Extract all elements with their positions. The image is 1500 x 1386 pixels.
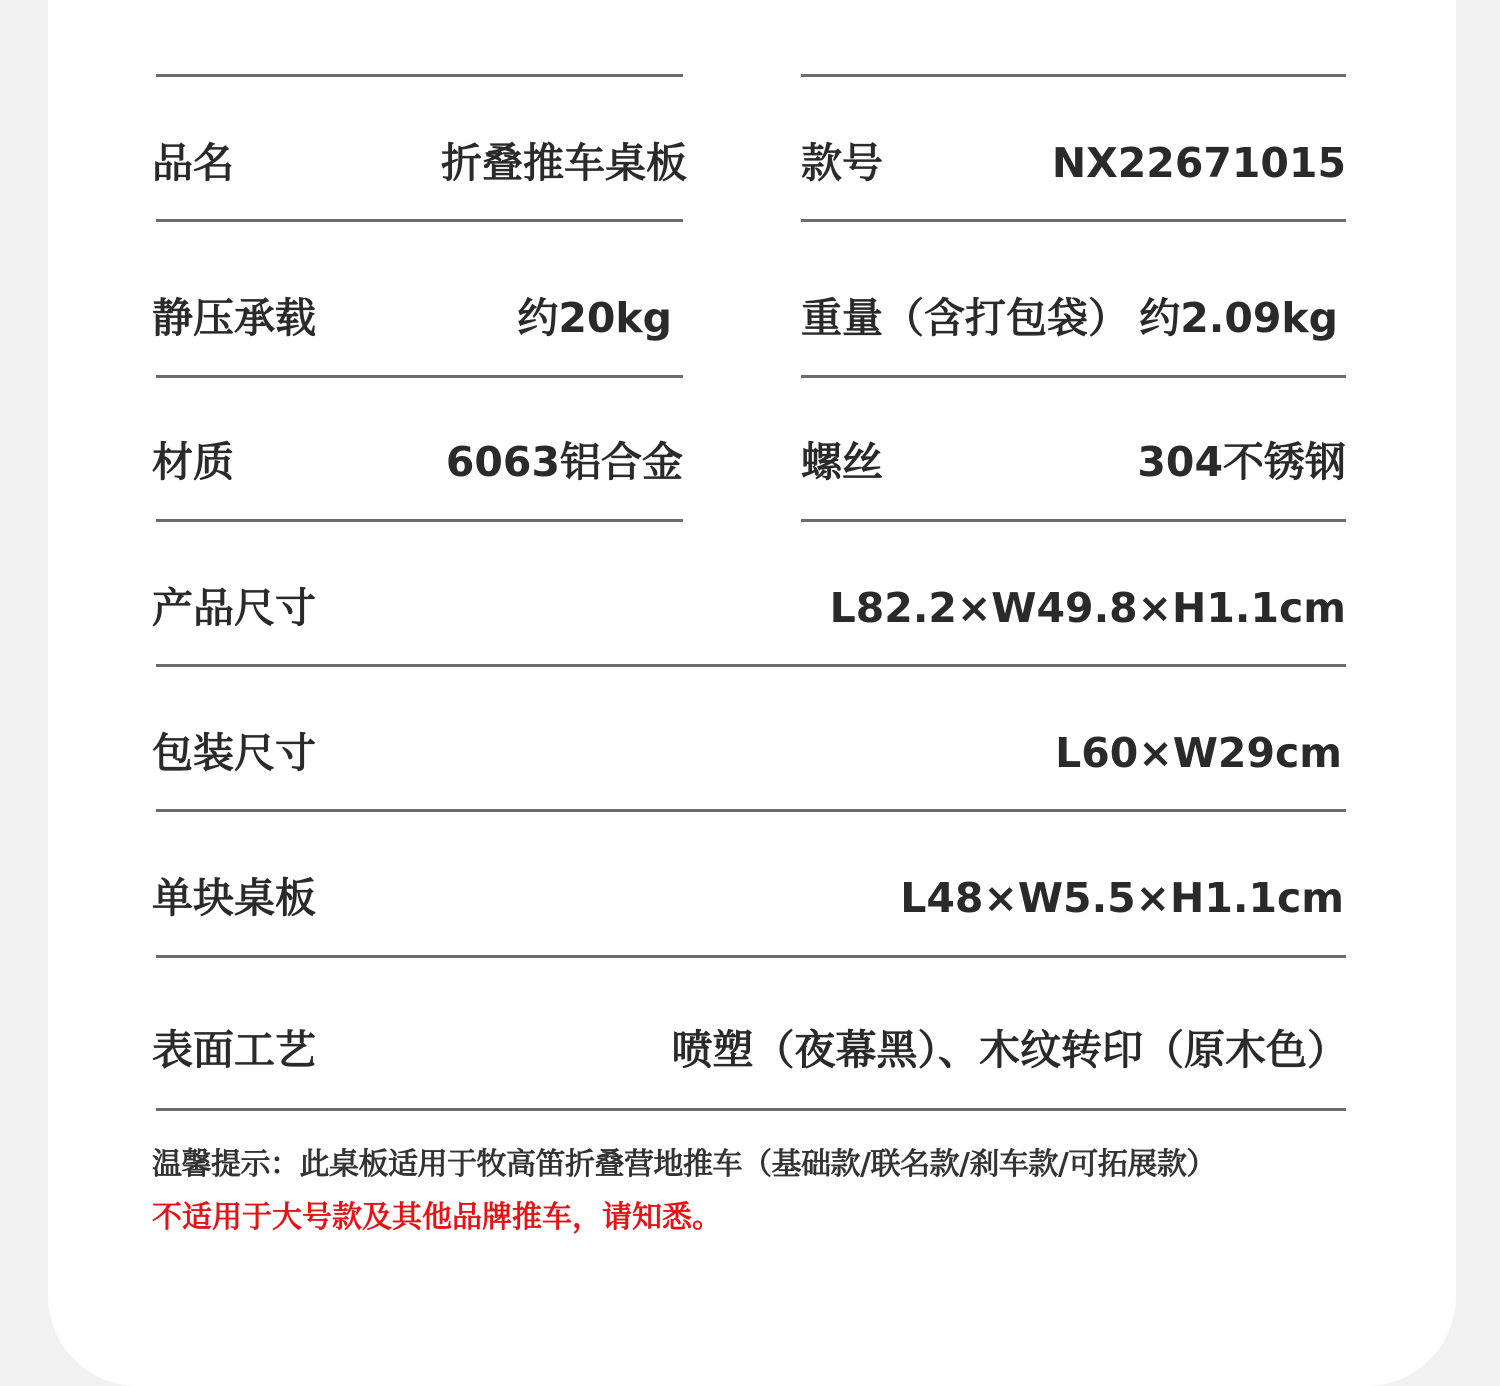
spec-value-package: L60×W29cm — [1055, 729, 1342, 777]
divider — [156, 955, 1346, 958]
spec-value-model: NX22671015 — [1051, 139, 1346, 187]
spec-value-name: 折叠推车桌板 — [441, 139, 687, 187]
spec-label-weight: 重量（含打包袋） — [801, 294, 1129, 342]
divider — [801, 519, 1346, 522]
compatibility-warning: 不适用于大号款及其他品牌推车，请知悉。 — [152, 1200, 722, 1235]
spec-value-board: L48×W5.5×H1.1cm — [900, 874, 1344, 922]
spec-label-model: 款号 — [801, 139, 883, 187]
spec-label-size: 产品尺寸 — [152, 584, 316, 632]
spec-value-weight: 约2.09kg — [1139, 294, 1338, 342]
spec-value-load: 约20kg — [517, 294, 672, 342]
spec-value-surface: 喷塑（夜幕黑）、木纹转印（原木色） — [671, 1026, 1348, 1074]
spec-label-material: 材质 — [152, 438, 234, 486]
spec-value-size: L82.2×W49.8×H1.1cm — [829, 584, 1346, 632]
divider — [801, 375, 1346, 378]
spec-label-screw: 螺丝 — [801, 438, 883, 486]
spec-label-name: 品名 — [152, 139, 234, 187]
spec-value-material: 6063铝合金 — [445, 438, 683, 486]
divider — [801, 219, 1346, 222]
spec-label-package: 包装尺寸 — [152, 729, 316, 777]
spec-label-load: 静压承载 — [152, 294, 316, 342]
divider — [156, 219, 683, 222]
divider — [156, 1108, 1346, 1111]
divider — [156, 519, 683, 522]
divider — [801, 74, 1346, 77]
spec-value-screw: 304不锈钢 — [1137, 438, 1346, 486]
spec-label-surface: 表面工艺 — [152, 1026, 316, 1074]
compatibility-tip: 温馨提示：此桌板适用于牧高笛折叠营地推车（基础款/联名款/刹车款/可拓展款） — [152, 1147, 1216, 1182]
spec-label-board: 单块桌板 — [152, 874, 316, 922]
divider — [156, 74, 683, 77]
divider — [156, 375, 683, 378]
divider — [156, 664, 1346, 667]
divider — [156, 809, 1346, 812]
